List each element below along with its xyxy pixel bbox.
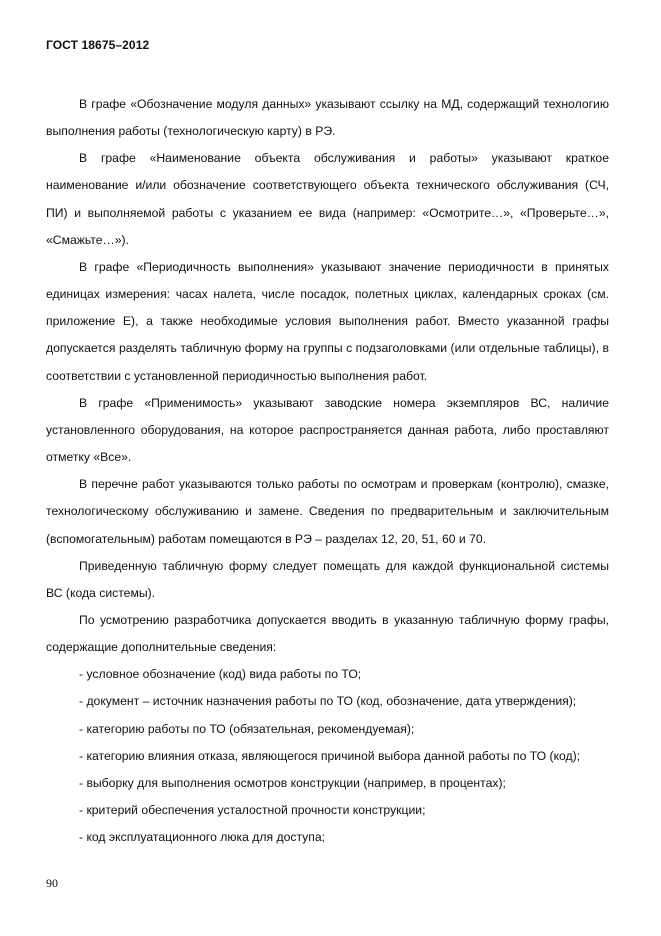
list-item: - категорию работы по ТО (обязательная, рекомендуемая); <box>79 721 415 736</box>
paragraph-periodicity: В графе «Периодичность выполнения» указывают значение периодичности в принятых единицах измерения: часах налета, числе посадок, полетных циклах, календарных сроках (см. приложение Е), а также необходимые условия выполнения работ. Вместо указанной графы допускается разделять табличную форму на группы с подзаголовками (или отдельные таблицы), в соответствии с установленной периодичностью выполнения работ. <box>46 259 609 383</box>
list-item: - условное обозначение (код) вида работы по ТО; <box>79 667 362 682</box>
paragraph-applicability: В графе «Применимость» указывают заводские номера экземпляров ВС, наличие установленного оборудования, на которое распространяется данная работа, либо проставляют отметку «Все». <box>46 395 609 465</box>
paragraph-work-list: В перечне работ указываются только работы по осмотрам и проверкам (контролю), смазке, технологическому обслуживанию и замене. Сведения по предварительным и заключительным (вспомогательным) работам помещаются в РЭ – разделах 12, 20, 51, 60 и 70. <box>46 477 609 546</box>
list-item: - документ – источник назначения работы по ТО (код, обозначение, дата утверждения); <box>79 694 577 709</box>
paragraph-data-module-designation: В графе «Обозначение модуля данных» указывают ссылку на МД, содержащий технологию выполнения работы (технологическую карту) в РЭ. <box>46 97 609 139</box>
document-body <box>46 91 609 851</box>
list-item: - код эксплуатационного люка для доступа; <box>79 830 326 845</box>
document-header: ГОСТ 18675–2012 <box>46 38 150 52</box>
list-item: - критерий обеспечения усталостной прочности конструкции; <box>79 803 426 818</box>
paragraph-additional-columns: По усмотрению разработчика допускается вводить в указанную табличную форму графы, содержащие дополнительные сведения: <box>46 612 609 655</box>
paragraph-table-form: Приведенную табличную форму следует помещать для каждой функциональной системы ВС (кода системы). <box>46 558 609 600</box>
page-number: 90 <box>46 876 58 890</box>
list-item: - категорию влияния отказа, являющегося причиной выбора данной работы по ТО (код); <box>79 748 581 763</box>
paragraph-object-name: В графе «Наименование объекта обслуживания и работы» указывают краткое наименование и/или обозначение соответствующего объекта технического обслуживания (СЧ, ПИ) и выполняемой работы с указанием ее вида (например: «Осмотрите…», «Проверьте…», «Смажьте…»). <box>46 151 609 247</box>
list-item: - выборку для выполнения осмотров конструкции (например, в процентах); <box>79 775 506 790</box>
